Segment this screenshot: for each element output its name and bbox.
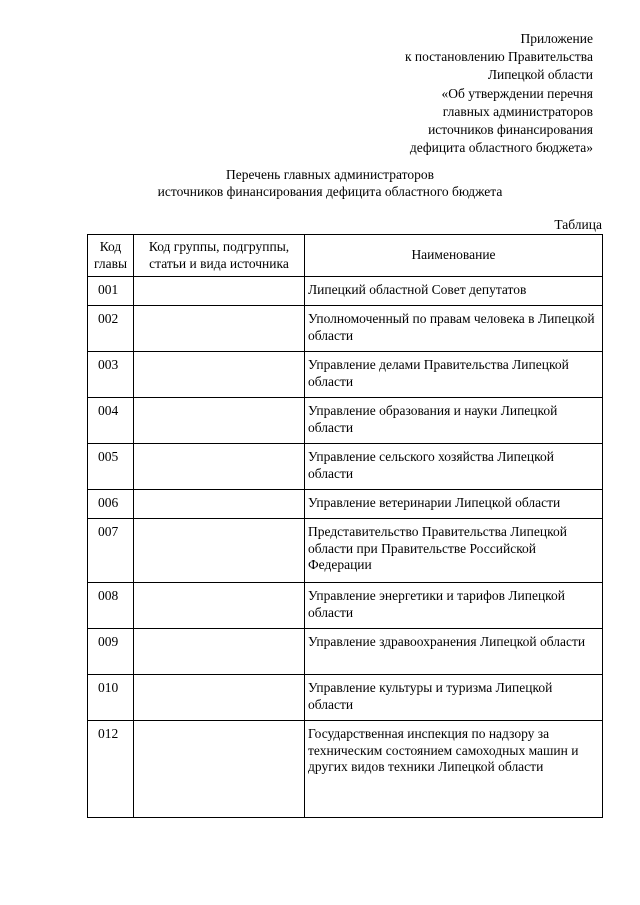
- appendix-line: «Об утверждении перечня: [441, 85, 593, 101]
- table-row: [88, 721, 603, 818]
- cell-chapter-code: 003: [88, 352, 134, 398]
- cell-source-code: [134, 721, 305, 818]
- table-label: Таблица: [554, 217, 602, 232]
- table-row: [88, 519, 603, 583]
- appendix-line: главных администраторов: [442, 103, 593, 119]
- cell-chapter-code: 007: [88, 519, 134, 583]
- document-title-line: источников финансирования дефицита областного бюджета: [157, 184, 503, 199]
- table-row: [88, 490, 603, 519]
- cell-name: Государственная инспекция по надзору за техническим состоянием самоходных машин и других видов техники Липецкой области: [305, 721, 603, 818]
- cell-chapter-code: 008: [88, 583, 134, 629]
- cell-source-code: [134, 444, 305, 490]
- cell-source-code: [134, 629, 305, 675]
- administrators-table: [87, 234, 603, 818]
- cell-name: Управление ветеринарии Липецкой области: [305, 490, 603, 519]
- appendix-line: Липецкой области: [487, 67, 593, 83]
- cell-chapter-code: 002: [88, 306, 134, 352]
- cell-chapter-code: 001: [88, 277, 134, 306]
- table-row: [88, 398, 603, 444]
- table-row: [88, 352, 603, 398]
- appendix-line: источников финансирования: [428, 122, 593, 138]
- cell-source-code: [134, 490, 305, 519]
- table-row: [88, 277, 603, 306]
- cell-chapter-code: 012: [88, 721, 134, 818]
- header-source-code: Код группы, подгруппы, статьи и вида источника: [134, 235, 305, 277]
- cell-chapter-code: 005: [88, 444, 134, 490]
- table-row: [88, 444, 603, 490]
- cell-source-code: [134, 277, 305, 306]
- table-header-row: [88, 235, 603, 277]
- document-title-line: Перечень главных администраторов: [226, 167, 434, 182]
- cell-chapter-code: 006: [88, 490, 134, 519]
- cell-source-code: [134, 519, 305, 583]
- cell-name: Липецкий областной Совет депутатов: [305, 277, 603, 306]
- cell-name: Представительство Правительства Липецкой области при Правительстве Российской Федерации: [305, 519, 603, 583]
- cell-chapter-code: 010: [88, 675, 134, 721]
- table-row: [88, 306, 603, 352]
- appendix-line: к постановлению Правительства: [404, 49, 593, 65]
- appendix-line: Приложение: [520, 31, 593, 46]
- cell-source-code: [134, 306, 305, 352]
- cell-source-code: [134, 583, 305, 629]
- cell-source-code: [134, 352, 305, 398]
- header-name: Наименование: [305, 235, 603, 277]
- cell-source-code: [134, 398, 305, 444]
- appendix-line: дефицита областного бюджета»: [409, 140, 593, 156]
- cell-source-code: [134, 675, 305, 721]
- cell-name: Управление здравоохранения Липецкой области: [305, 629, 603, 675]
- appendix-note: [333, 30, 593, 157]
- header-chapter-code: Код главы: [88, 235, 134, 277]
- table-row: [88, 583, 603, 629]
- cell-name: Управление сельского хозяйства Липецкой области: [305, 444, 603, 490]
- table-row: [88, 629, 603, 675]
- cell-name: Управление образования и науки Липецкой области: [305, 398, 603, 444]
- document-title: [0, 166, 640, 200]
- cell-name: Управление делами Правительства Липецкой области: [305, 352, 603, 398]
- cell-name: Управление энергетики и тарифов Липецкой области: [305, 583, 603, 629]
- cell-chapter-code: 009: [88, 629, 134, 675]
- cell-name: Уполномоченный по правам человека в Липецкой области: [305, 306, 603, 352]
- cell-chapter-code: 004: [88, 398, 134, 444]
- table-row: [88, 675, 603, 721]
- cell-name: Управление культуры и туризма Липецкой области: [305, 675, 603, 721]
